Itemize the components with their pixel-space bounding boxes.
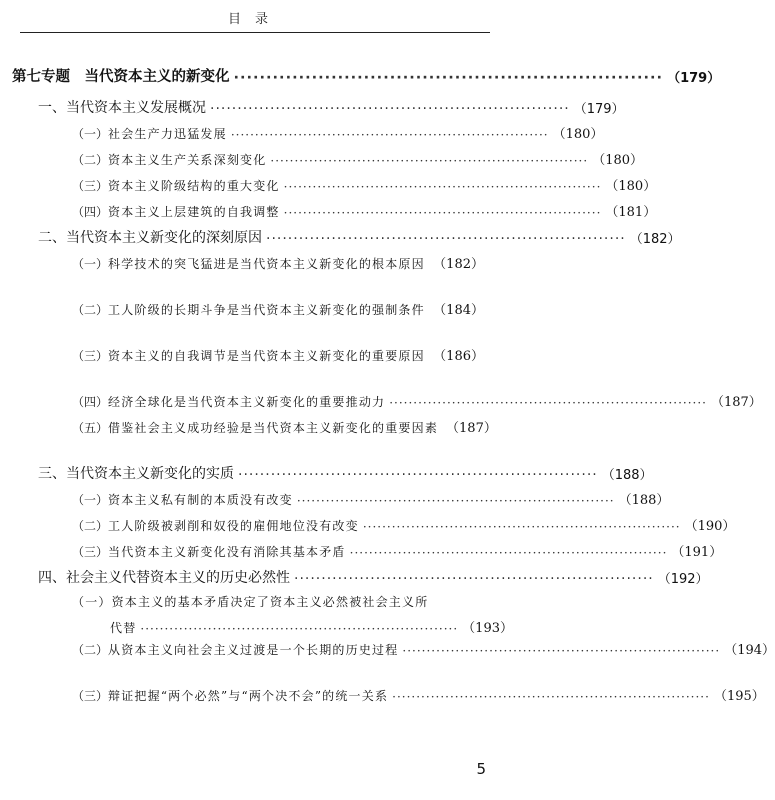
toc-item-title: 资本主义的基本矛盾决定了资本主义必然被社会主义所 [111,595,429,609]
toc-item-title: 资本主义生产关系深刻变化 [108,153,267,167]
toc-item-number: （二） [72,303,109,317]
toc-item-number: （三） [72,689,109,703]
toc-item-number: （一） [72,493,109,507]
toc-item[interactable] [0,593,513,639]
toc-item[interactable] [0,253,510,277]
leader-dots: ·································································· [362,520,681,534]
toc-item[interactable] [0,391,762,415]
toc-section-4[interactable] [0,567,709,591]
toc-item[interactable] [0,123,604,147]
toc-item-title: 辩证把握“两个必然”与“两个决不会”的统一关系 [108,689,389,703]
toc-item-title: 借鉴社会主义成功经验是当代资本主义新变化的重要因素 [108,421,439,435]
leader-dots: ·································································· [283,180,602,194]
toc-item-page: （184） [433,303,484,318]
toc-section-title: 三、当代资本主义新变化的实质 [38,466,234,482]
leader-dots: ·································································· [389,396,707,410]
toc-item[interactable] [0,299,510,323]
toc-item-number: （三） [72,179,109,193]
toc-item[interactable] [0,541,723,565]
toc-item[interactable] [0,175,657,199]
toc-item-page: （181） [605,205,657,220]
toc-item-line2 [110,617,513,636]
toc-item-page: （187） [446,421,497,436]
toc-item-title: 社会生产力迅猛发展 [108,127,227,141]
leader-dots: ·································································· [238,467,598,483]
toc-item-number: （五） [72,421,109,435]
leader-dots: ·································································· [270,154,589,168]
toc-item[interactable] [0,515,736,539]
toc-item[interactable] [0,149,644,173]
toc-item-title: 资本主义私有制的本质没有改变 [108,493,293,507]
toc-section-page: （192） [657,572,709,587]
toc-section-2[interactable] [0,227,681,251]
toc-item-number: （三） [72,349,109,363]
leader-dots: ·································································· [349,546,668,560]
toc-item[interactable] [0,345,510,369]
toc-chapter-title: 第七专题 当代资本主义的新变化 [12,69,230,85]
toc-item-number: （四） [72,205,109,219]
toc-chapter[interactable] [0,65,721,89]
toc-section-page: （188） [601,468,653,483]
toc-item-number: （一） [72,127,109,141]
toc-item-title: 从资本主义向社会主义过渡是一个长期的历史过程 [108,643,399,657]
toc-item-title: 资本主义上层建筑的自我调整 [108,205,280,219]
toc-item[interactable] [0,489,670,513]
header-rule [20,32,490,33]
leader-dots: ·································································· [294,571,654,587]
toc-item-number: （一） [72,257,109,271]
toc-section-1[interactable] [0,97,625,121]
toc-item-page: （187） [710,395,762,410]
leader-dots: ·································································· [296,494,615,508]
leader-dots: ·································································· [392,690,710,704]
toc-item-number: （二） [72,643,109,657]
leader-dots: ·································································· [266,231,626,247]
toc-section-title: 一、当代资本主义发展概况 [38,100,206,116]
toc-item-page: （195） [713,689,765,704]
toc-section-page: （182） [629,232,681,247]
toc-item-page: （180） [592,153,644,168]
toc-item-page: （194） [724,643,775,658]
toc-item-page: （186） [433,349,484,364]
toc-item-number: （四） [72,395,109,409]
toc-section-title: 四、社会主义代替资本主义的历史必然性 [38,570,290,586]
toc-item-title: 经济全球化是当代资本主义新变化的重要推动力 [108,395,386,409]
toc-item-title: 工人阶级被剥削和奴役的雇佣地位没有改变 [108,519,359,533]
toc-item-title: 科学技术的突飞猛进是当代资本主义新变化的根本原因 [108,257,425,271]
toc-item[interactable] [0,639,775,663]
toc-item-page: （188） [618,493,670,508]
toc-item-title-continued: 代替 [110,621,137,635]
toc-item-title: 资本主义的自我调节是当代资本主义新变化的重要原因 [108,349,425,363]
running-head-title: 目录 [227,12,282,27]
toc-item-number: （二） [72,153,109,167]
toc-section-3[interactable] [0,463,653,487]
toc-item-page: （190） [684,519,736,534]
toc-item-number: （一） [72,595,112,609]
toc-item-number: （二） [72,519,109,533]
toc-item-number: （三） [72,545,109,559]
toc-item-title: 工人阶级的长期斗争是当代资本主义新变化的强制条件 [108,303,425,317]
toc-section-title: 二、当代资本主义新变化的深刻原因 [38,230,262,246]
toc-item-page: （180） [605,179,657,194]
leader-dots: ·································································· [283,206,602,220]
leader-dots: ·································································· [210,101,570,117]
toc-item-page: （191） [671,545,723,560]
toc-item-page: （180） [552,127,604,142]
leader-dots: ·································································· [140,622,459,636]
toc-item[interactable] [0,685,765,709]
toc-item-page: （182） [433,257,484,272]
leader-dots: ·································································· [402,644,721,658]
toc-item-title: 资本主义阶级结构的重大变化 [108,179,280,193]
leader-dots: ·································································· [233,70,664,86]
toc-item[interactable] [0,417,510,441]
toc-item-page: （193） [462,621,513,636]
toc-item-title: 当代资本主义新变化没有消除其基本矛盾 [108,545,346,559]
toc-item-line1 [72,593,484,610]
toc-section-page: （179） [573,102,625,117]
toc-item[interactable] [0,201,657,225]
page-number: 5 [476,760,486,778]
leader-dots: ·································································· [230,128,549,142]
toc-chapter-page: （179） [667,71,721,86]
